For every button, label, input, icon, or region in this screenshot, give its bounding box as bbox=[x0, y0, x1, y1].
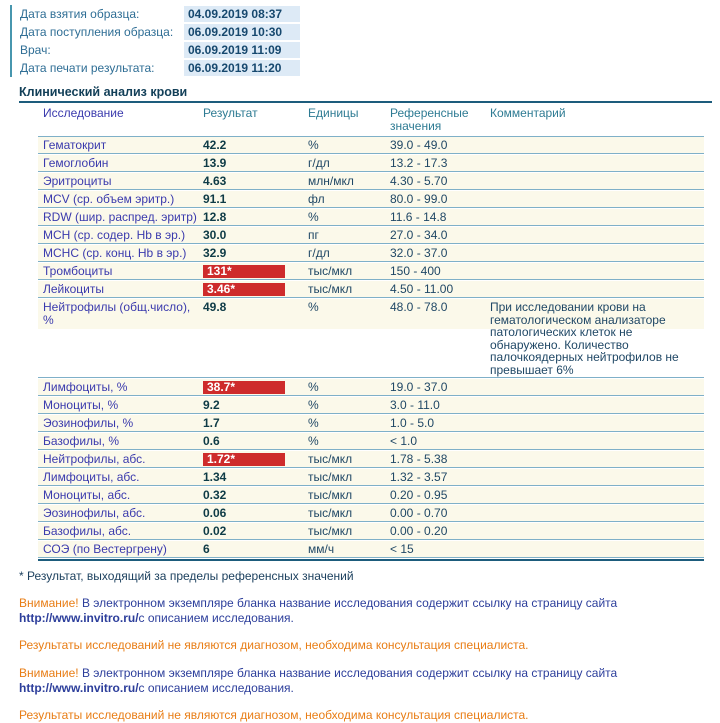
test-result bbox=[203, 175, 308, 188]
table-row bbox=[38, 469, 704, 486]
test-name: Базофилы, % bbox=[43, 434, 119, 448]
test-comment bbox=[490, 543, 704, 556]
test-name: MCV (ср. объем эритр.) bbox=[43, 192, 175, 206]
test-units: % bbox=[308, 138, 319, 152]
attention-text: В электронном экземпляре бланка название исследования содержит ссылку на страницу сайта bbox=[81, 666, 618, 680]
out-of-range-footnote: * Результат, выходящий за пределы референсных значений bbox=[19, 569, 354, 583]
table-row bbox=[38, 541, 704, 558]
result-value: 0.06 bbox=[203, 506, 227, 520]
column-header-units: Единицы bbox=[308, 106, 359, 120]
test-units: % bbox=[308, 380, 319, 394]
test-name: Гемоглобин bbox=[43, 156, 109, 170]
test-result bbox=[203, 417, 308, 430]
reference-range: 0.00 - 0.20 bbox=[390, 524, 448, 538]
test-name: Гематокрит bbox=[43, 138, 107, 152]
result-value: 0.6 bbox=[203, 434, 220, 448]
test-comment bbox=[490, 193, 704, 206]
test-units: тыс/мкл bbox=[308, 282, 353, 296]
test-comment bbox=[490, 157, 704, 170]
test-name: СОЭ (по Вестергрену) bbox=[43, 542, 167, 556]
test-comment bbox=[490, 211, 704, 224]
table-row bbox=[38, 415, 704, 432]
test-comment bbox=[490, 489, 704, 502]
table-row bbox=[38, 227, 704, 244]
test-units: мм/ч bbox=[308, 542, 335, 556]
test-comment bbox=[490, 381, 704, 394]
test-comment bbox=[490, 283, 704, 296]
table-row bbox=[38, 433, 704, 450]
test-name: Моноциты, % bbox=[43, 398, 119, 412]
result-value: 1.72* bbox=[203, 453, 285, 466]
test-name: Лимфоциты, % bbox=[43, 380, 128, 394]
result-value: 30.0 bbox=[203, 228, 227, 242]
test-name: MCH (ср. содер. Hb в эр.) bbox=[43, 228, 186, 242]
table-row bbox=[38, 505, 704, 522]
reference-range: 48.0 - 78.0 bbox=[390, 300, 448, 314]
result-value: 42.2 bbox=[203, 138, 227, 152]
result-value: 0.02 bbox=[203, 524, 227, 538]
table-row bbox=[38, 137, 704, 154]
sample-metadata bbox=[10, 5, 712, 77]
test-units: тыс/мкл bbox=[308, 264, 353, 278]
meta-value: 06.09.2019 11:20 bbox=[184, 60, 300, 76]
meta-row-doctor bbox=[20, 41, 712, 59]
test-comment bbox=[490, 417, 704, 430]
reference-range: 11.6 - 14.8 bbox=[390, 210, 447, 224]
reference-range: 4.50 - 11.00 bbox=[390, 282, 454, 296]
test-result bbox=[203, 471, 308, 484]
test-name: Эритроциты bbox=[43, 174, 112, 188]
test-name: Моноциты, абс. bbox=[43, 488, 131, 502]
test-comment bbox=[490, 507, 704, 520]
test-comment bbox=[490, 175, 704, 188]
test-name: Базофилы, абс. bbox=[43, 524, 132, 538]
section-title: Клинический анализ крови bbox=[19, 85, 712, 103]
test-name: Нейтрофилы (общ.число), % bbox=[43, 300, 191, 327]
test-comment bbox=[490, 229, 704, 242]
result-value: 3.46* bbox=[203, 283, 285, 296]
test-result bbox=[203, 283, 308, 296]
test-comment bbox=[490, 139, 704, 152]
test-comment: При исследовании крови на гематологическом анализаторе патологических клеток не обнаружено. Количество палочкоядерных нейтрофилов не превышает 6% bbox=[490, 300, 679, 377]
meta-label: Дата поступления образца: bbox=[20, 25, 174, 39]
column-header-comment: Комментарий bbox=[490, 106, 566, 120]
reference-range: < 1.0 bbox=[390, 434, 418, 448]
table-row bbox=[38, 245, 704, 262]
test-units: тыс/мкл bbox=[308, 524, 353, 538]
meta-row-sample-taken bbox=[20, 5, 712, 23]
test-result bbox=[203, 229, 308, 242]
test-name: RDW (шир. распред. эритр) bbox=[43, 210, 197, 224]
result-value: 9.2 bbox=[203, 398, 220, 412]
attention-label: Внимание! bbox=[19, 666, 79, 680]
test-result bbox=[203, 453, 308, 466]
table-row bbox=[38, 523, 704, 540]
test-result bbox=[203, 489, 308, 502]
table-row bbox=[38, 155, 704, 172]
result-value: 6 bbox=[203, 542, 210, 556]
table-row bbox=[38, 191, 704, 208]
results-table bbox=[38, 103, 704, 561]
result-value: 12.8 bbox=[203, 210, 227, 224]
table-row bbox=[38, 299, 704, 378]
test-result bbox=[203, 139, 308, 152]
disclaimer-1: Результаты исследований не являются диагнозом, необходима консультация специалиста. bbox=[19, 638, 529, 652]
test-name: Нейтрофилы, абс. bbox=[43, 452, 146, 466]
meta-label: Дата печати результата: bbox=[20, 61, 155, 75]
test-units: % bbox=[308, 210, 319, 224]
test-result bbox=[203, 543, 308, 556]
test-units: тыс/мкл bbox=[308, 488, 353, 502]
reference-range: 39.0 - 49.0 bbox=[390, 138, 448, 152]
test-result bbox=[203, 399, 308, 412]
test-units: г/дл bbox=[308, 246, 330, 260]
meta-value: 04.09.2019 08:37 bbox=[184, 6, 300, 22]
test-comment bbox=[490, 525, 704, 538]
test-units: % bbox=[308, 300, 319, 314]
result-value: 131* bbox=[203, 265, 285, 278]
section bbox=[19, 85, 712, 561]
reference-range: 80.0 - 99.0 bbox=[390, 192, 448, 206]
disclaimer-2: Результаты исследований не являются диагнозом, необходима консультация специалиста. bbox=[19, 708, 529, 722]
test-name: MCHC (ср. конц. Hb в эр.) bbox=[43, 246, 187, 260]
result-value: 49.8 bbox=[203, 300, 227, 314]
meta-label: Врач: bbox=[20, 43, 51, 57]
reference-range: 0.20 - 0.95 bbox=[390, 488, 448, 502]
test-name: Тромбоциты bbox=[43, 264, 113, 278]
table-row bbox=[38, 397, 704, 414]
invitro-link[interactable]: http://www.invitro.ru/ bbox=[19, 611, 139, 625]
attention-label: Внимание! bbox=[19, 596, 79, 610]
table-row bbox=[38, 281, 704, 298]
test-units: тыс/мкл bbox=[308, 470, 353, 484]
test-result bbox=[203, 435, 308, 448]
reference-range: < 15 bbox=[390, 542, 414, 556]
table-header bbox=[38, 103, 704, 137]
test-result bbox=[203, 525, 308, 538]
test-name: Лейкоциты bbox=[43, 282, 105, 296]
attention-text-tail: с описанием исследования. bbox=[138, 611, 294, 625]
table-row bbox=[38, 451, 704, 468]
reference-range: 1.78 - 5.38 bbox=[390, 452, 448, 466]
test-units: % bbox=[308, 416, 319, 430]
table-body bbox=[38, 137, 704, 558]
test-comment bbox=[490, 399, 704, 412]
reference-range: 13.2 - 17.3 bbox=[390, 156, 448, 170]
test-units: пг bbox=[308, 228, 319, 242]
result-value: 91.1 bbox=[203, 192, 227, 206]
test-name: Эозинофилы, абс. bbox=[43, 506, 146, 520]
attention-block-1 bbox=[19, 596, 712, 626]
test-comment bbox=[490, 435, 704, 448]
test-comment bbox=[490, 471, 704, 484]
test-name: Эозинофилы, % bbox=[43, 416, 134, 430]
test-units: тыс/мкл bbox=[308, 452, 353, 466]
table-row bbox=[38, 379, 704, 396]
test-comment bbox=[490, 453, 704, 466]
meta-label: Дата взятия образца: bbox=[20, 7, 140, 21]
result-value: 0.32 bbox=[203, 488, 227, 502]
result-value: 13.9 bbox=[203, 156, 227, 170]
test-units: тыс/мкл bbox=[308, 506, 353, 520]
table-row bbox=[38, 487, 704, 504]
table-row bbox=[38, 173, 704, 190]
test-result bbox=[203, 193, 308, 206]
column-header-name: Исследование bbox=[43, 106, 124, 120]
test-units: г/дл bbox=[308, 156, 330, 170]
reference-range: 19.0 - 37.0 bbox=[390, 380, 448, 394]
test-result bbox=[203, 301, 308, 376]
result-value: 38.7* bbox=[203, 381, 285, 394]
test-name: Лимфоциты, абс. bbox=[43, 470, 140, 484]
reference-range: 32.0 - 37.0 bbox=[390, 246, 448, 260]
test-result bbox=[203, 157, 308, 170]
test-units: фл bbox=[308, 192, 325, 206]
table-row bbox=[38, 263, 704, 280]
test-comment bbox=[490, 247, 704, 260]
test-units: % bbox=[308, 434, 319, 448]
column-header-ref: Референсные значения bbox=[390, 106, 469, 133]
reference-range: 4.30 - 5.70 bbox=[390, 174, 448, 188]
meta-row-sample-received bbox=[20, 23, 712, 41]
meta-row-print-date bbox=[20, 59, 712, 77]
test-units: % bbox=[308, 398, 319, 412]
attention-block-2 bbox=[19, 666, 712, 696]
test-result bbox=[203, 507, 308, 520]
test-result bbox=[203, 247, 308, 260]
reference-range: 27.0 - 34.0 bbox=[390, 228, 448, 242]
result-value: 32.9 bbox=[203, 246, 227, 260]
result-value: 4.63 bbox=[203, 174, 227, 188]
result-value: 1.7 bbox=[203, 416, 220, 430]
test-units: млн/мкл bbox=[308, 174, 354, 188]
result-value: 1.34 bbox=[203, 470, 227, 484]
invitro-link[interactable]: http://www.invitro.ru/ bbox=[19, 681, 139, 695]
test-result bbox=[203, 265, 308, 278]
reference-range: 1.32 - 3.57 bbox=[390, 470, 448, 484]
reference-range: 1.0 - 5.0 bbox=[390, 416, 435, 430]
test-comment bbox=[490, 265, 704, 278]
attention-text-tail: с описанием исследования. bbox=[138, 681, 294, 695]
test-result bbox=[203, 381, 308, 394]
meta-value: 06.09.2019 10:30 bbox=[184, 24, 300, 40]
test-result bbox=[203, 211, 308, 224]
column-header-result: Результат bbox=[203, 106, 258, 120]
reference-range: 3.0 - 11.0 bbox=[390, 398, 440, 412]
table-row bbox=[38, 209, 704, 226]
reference-range: 150 - 400 bbox=[390, 264, 441, 278]
attention-text: В электронном экземпляре бланка название исследования содержит ссылку на страницу сайта bbox=[81, 596, 618, 610]
meta-value: 06.09.2019 11:09 bbox=[184, 42, 300, 58]
reference-range: 0.00 - 0.70 bbox=[390, 506, 448, 520]
